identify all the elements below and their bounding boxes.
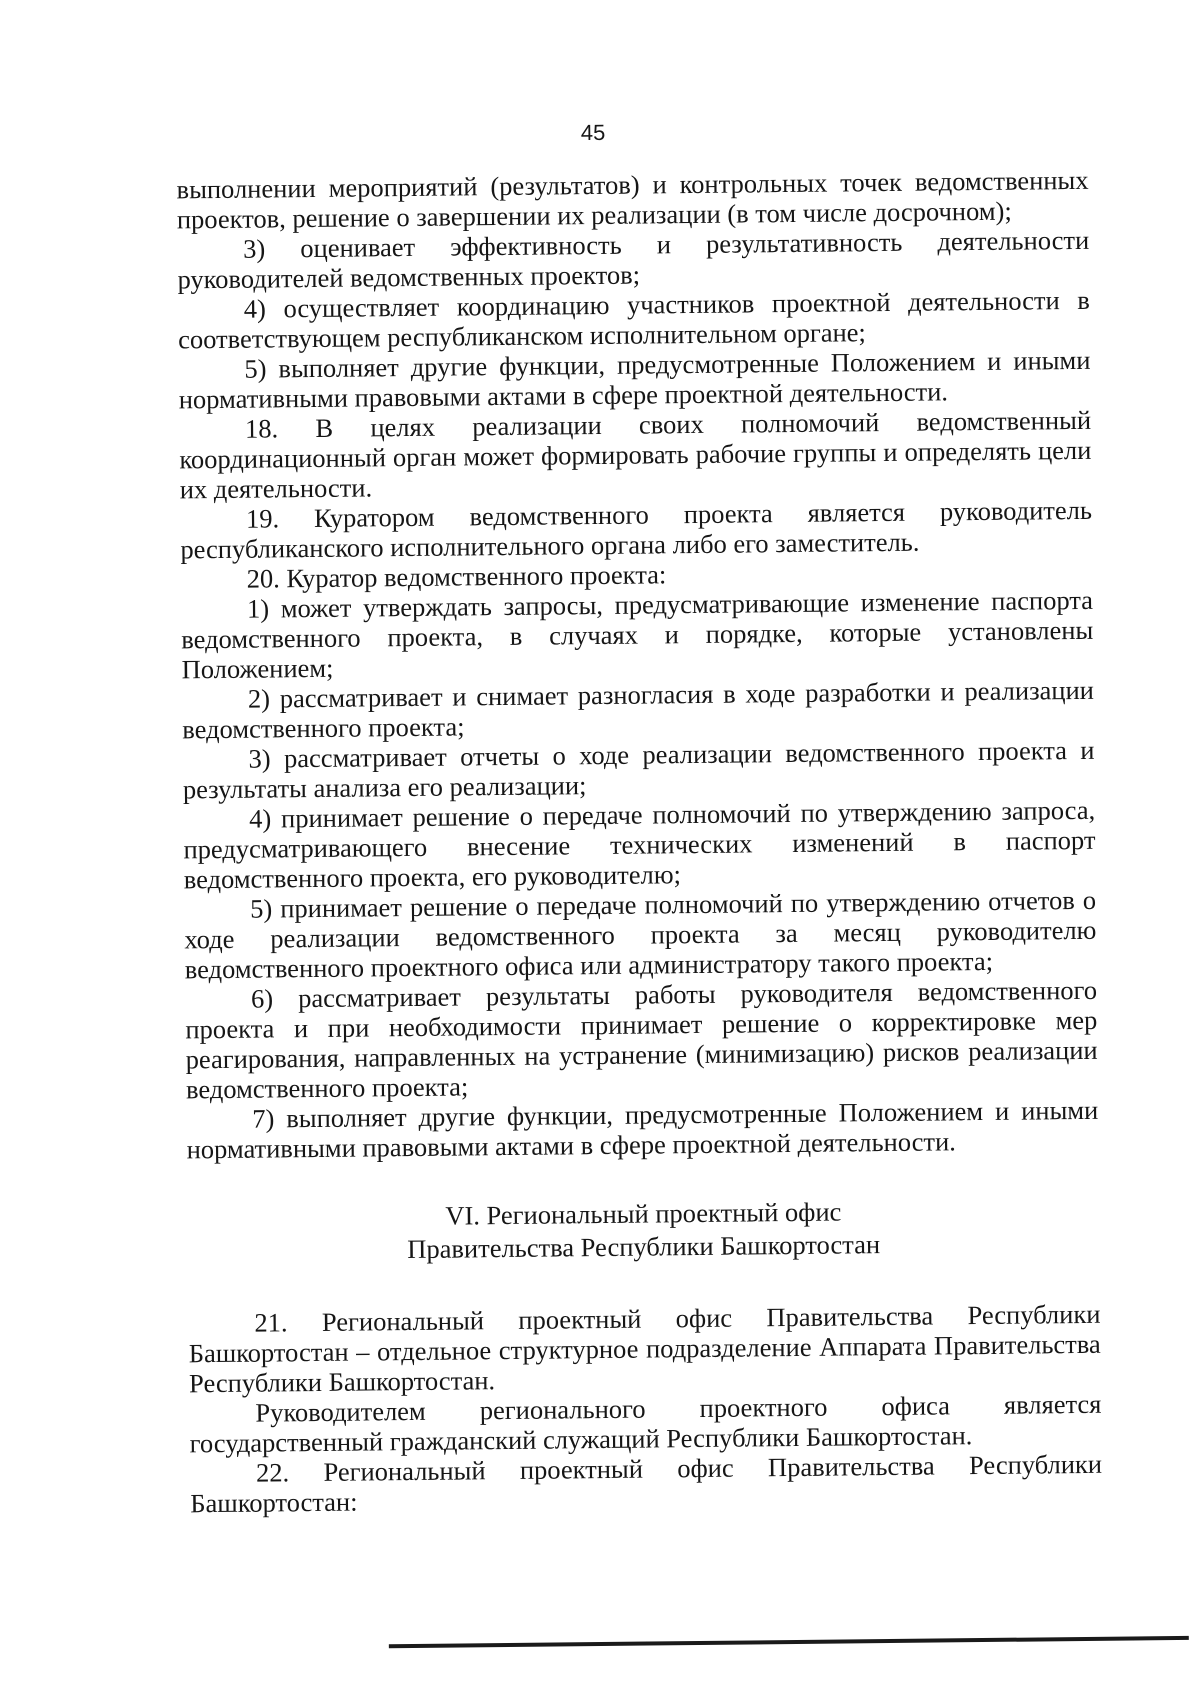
paragraph-curator-item-3: 3) рассматривает отчеты о ходе реализации ведомственного проекта и результаты анализа его реализации; (182, 734, 1095, 805)
paragraph-curator-item-2: 2) рассматривает и снимает разногласия в ходе разработки и реализации ведомственного проекта; (182, 674, 1095, 745)
paragraph-curator-item-6: 6) рассматривает результаты работы руководителя ведомственного проекта и при необходимости принимает решение о корректировке мер реагирования, направленных на устранение (минимизацию) рисков реализации ведомственного проекта; (185, 974, 1098, 1105)
paragraph-clause-21: 21. Региональный проектный офис Правительства Республики Башкортостан – отдельное структурное подразделение Аппарата Правительства Республики Башкортостан. (188, 1298, 1101, 1399)
paragraph-item-5: 5) выполняет другие функции, предусмотренные Положением и иными нормативными правовыми актами в сфере проектной деятельности. (178, 344, 1091, 415)
paragraph-curator-item-4: 4) принимает решение о передаче полномочий по утверждению запроса, предусматривающего внесение технических изменений в паспорт ведомственного проекта, его руководителю; (183, 794, 1096, 895)
document-body (176, 165, 1102, 1518)
paragraph-curator-item-5: 5) принимает решение о передаче полномочий по утверждению отчетов о ходе реализации ведомственного проекта за месяц руководителю ведомственного проектного офиса или администратору такого проекта; (184, 884, 1097, 985)
paragraph-clause-19: 19. Куратором ведомственного проекта является руководитель республиканского исполнительного органа либо его заместитель. (180, 494, 1093, 565)
paragraph-clause-18: 18. В целях реализации своих полномочий ведомственный координационный орган может формировать рабочие группы и определять цели их деятельности. (179, 404, 1092, 505)
paragraph-item-3: 3) оценивает эффективность и результативность деятельности руководителей ведомственных проектов; (177, 224, 1090, 295)
paragraph-curator-item-1: 1) может утверждать запросы, предусматривающие изменение паспорта ведомственного проекта, в случаях и порядке, которые установлены Положением; (181, 584, 1094, 685)
paragraph-clause-22: 22. Региональный проектный офис Правительства Республики Башкортостан: (190, 1448, 1103, 1519)
paragraph-head-of-office: Руководителем регионального проектного офиса является государственный гражданский служащий Республики Башкортостан. (189, 1388, 1102, 1459)
page-number: 45 (580, 119, 606, 146)
paragraph-clause-20: 20. Куратор ведомственного проекта: (246, 559, 667, 594)
section-heading-line-1: VI. Региональный проектный офис (445, 1196, 842, 1231)
scan-edge-line (389, 1636, 1189, 1648)
paragraph-item-4: 4) осуществляет координацию участников проектной деятельности в соответствующем республиканском исполнительном органе; (177, 284, 1090, 355)
paragraph-continuation: выполнении мероприятий (результатов) и контрольных точек ведомственных проектов, решение о завершении их реализации (в том числе досрочном); (176, 164, 1089, 235)
paragraph-curator-item-7: 7) выполняет другие функции, предусмотренные Положением и иными нормативными правовыми актами в сфере проектной деятельности. (186, 1094, 1099, 1165)
section-heading (187, 1193, 1100, 1269)
section-heading-line-2: Правительства Республики Башкортостан (407, 1229, 881, 1265)
